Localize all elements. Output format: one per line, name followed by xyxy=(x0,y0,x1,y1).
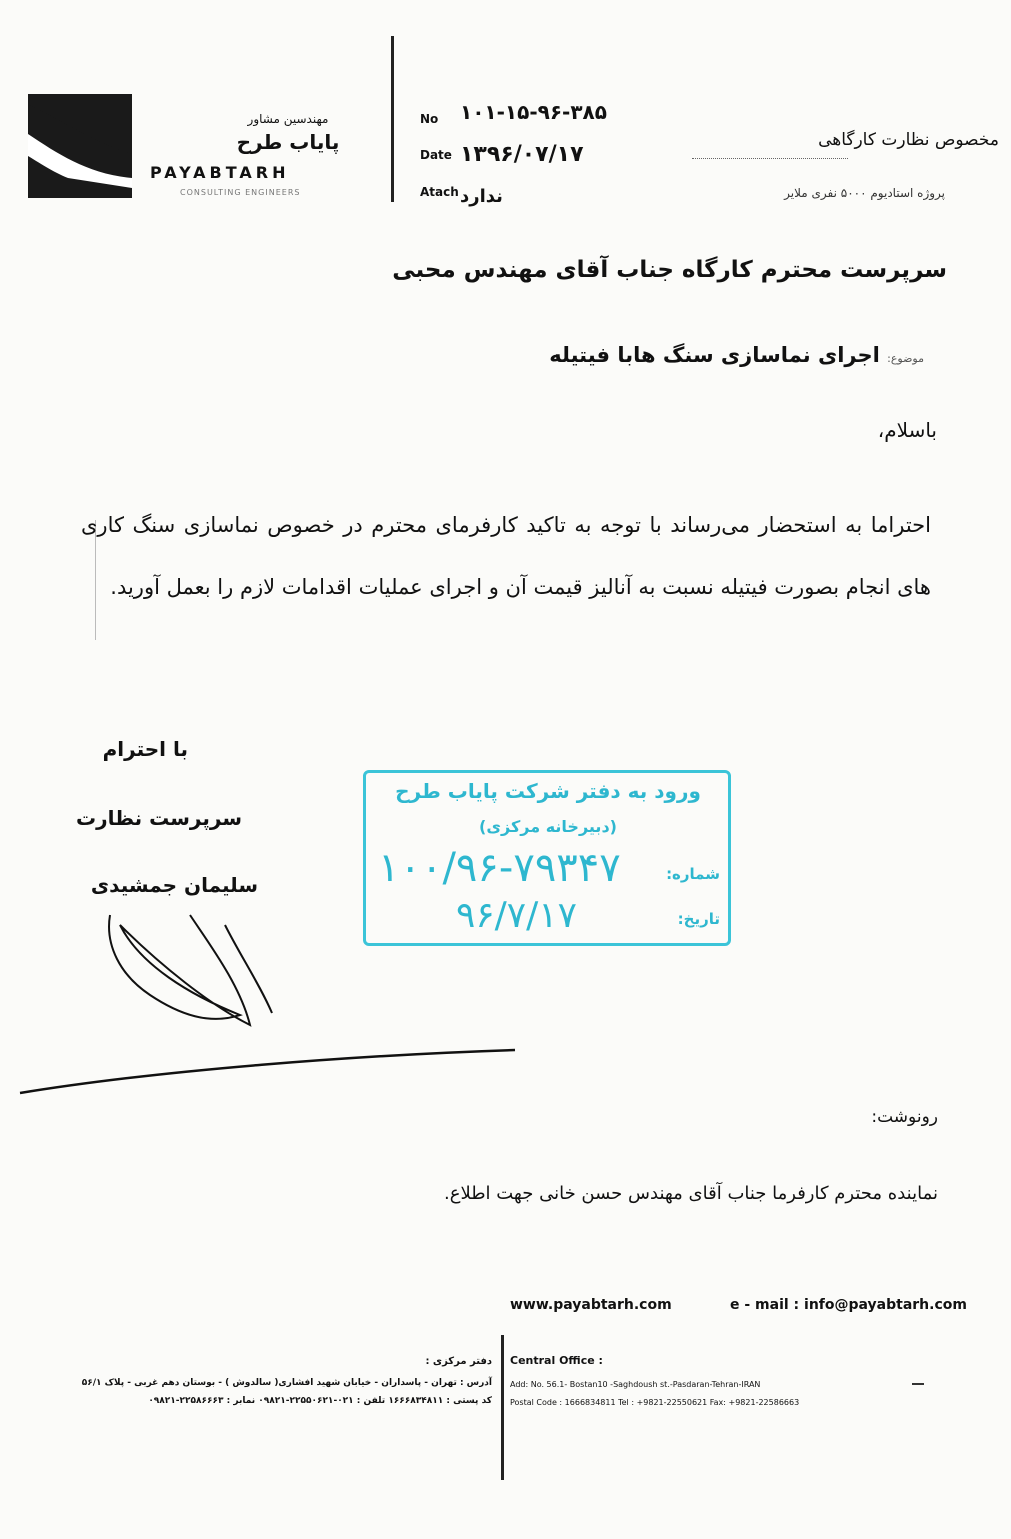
logo-en-name: PAYABTARH xyxy=(150,163,290,182)
address-en: Add: No. 56.1- Bostan10 -Saghdoush st.-Pasdaran-Tehran-IRAN xyxy=(510,1380,761,1389)
department-heading: مخصوص نظارت کارگاهی xyxy=(818,130,999,150)
footer-dash xyxy=(912,1383,924,1385)
closing-phrase: با احترام xyxy=(102,737,188,761)
footer-divider xyxy=(501,1335,504,1480)
letter-number-value: ۱۰۱-۱۵-۹۶-۳۸۵ xyxy=(460,100,607,124)
stamp-title: ورود به دفتر شرکت پایاب طرح xyxy=(395,779,701,803)
attachment-value: ندارد xyxy=(460,186,503,207)
stamp-date-value: ۹۶/۷/۱۷ xyxy=(456,895,577,936)
email-link[interactable]: e - mail : info@payabtarh.com xyxy=(730,1297,967,1313)
letter-date-value: ۱۳۹۶/۰۷/۱۷ xyxy=(460,142,584,167)
cc-recipient: نماینده محترم کارفرما جناب آقای مهندس حسن خانی جهت اطلاع. xyxy=(444,1183,938,1204)
logo-fa-subtitle: مهندسین مشاور xyxy=(247,112,329,126)
logo-fa-name: پایاب طرح xyxy=(236,130,340,154)
logo-en-subtitle: CONSULTING ENGINEERS xyxy=(180,188,301,197)
subject-text: اجرای نماسازی سنگ هابا فیتیله xyxy=(549,343,880,367)
stamp-date-label: تاریخ: xyxy=(677,910,720,928)
stamp-number-label: شماره: xyxy=(666,865,720,883)
address-fa: آدرس : تهران - پاسداران - خیابان شهید افشاری( سالدوش ) - بوستان دهم غربی - پلاک ۵۶/۱ xyxy=(81,1378,492,1388)
letter-date-label: Date xyxy=(420,148,452,162)
cc-label: رونوشت: xyxy=(871,1107,938,1127)
website-link[interactable]: www.payabtarh.com xyxy=(510,1297,672,1313)
body-paragraph: احتراما به استحضار می‌رساند با توجه به تاکید کارفرمای محترم در خصوص نماسازی سنگ کاری های انجام بصورت فیتیله نسبت به آنالیز قیمت آن و اجرای عملیات اقدامات لازم را بعمل آورید. xyxy=(81,513,931,599)
header-divider xyxy=(391,36,394,202)
office-en-title: Central Office : xyxy=(510,1354,603,1367)
logo-swoosh-icon xyxy=(28,94,132,198)
office-fa-title: دفتر مرکزی : xyxy=(425,1356,492,1367)
greeting: باسلام، xyxy=(877,418,937,442)
stamp-number-value: ۱۰۰/۹۶-۷۹۳۴۷ xyxy=(378,845,621,891)
attachment-label: Atach xyxy=(420,185,459,199)
company-logo-mark xyxy=(28,94,132,198)
project-name: پروژه استادیوم ۵۰۰۰ نفری ملایر xyxy=(784,186,945,200)
stamp-subtitle: (دبیرخانه مرکزی) xyxy=(479,817,617,836)
contact-en: Postal Code : 1666834811 Tel : +9821-22550621 Fax: +9821-22586663 xyxy=(510,1398,800,1407)
subject-label: موضوع: xyxy=(887,352,924,365)
contact-fa: کد پستی : ۱۶۶۶۸۳۴۸۱۱ تلفن : ۰۲۱-۲۲۵۵۰۶۲۱-۰۹۸۲۱ نمابر : ۲۲۵۸۶۶۶۳-۰۹۸۲۱ xyxy=(148,1396,492,1406)
signatory-role: سرپرست نظارت xyxy=(76,806,242,830)
department-underline xyxy=(692,158,848,159)
receipt-stamp xyxy=(363,770,731,946)
recipient-line: سرپرست محترم کارگاه جناب آقای مهندس محبی xyxy=(392,257,947,283)
subject-line xyxy=(404,343,924,367)
letter-number-label: No xyxy=(420,112,439,126)
signatory-name: سلیمان جمشیدی xyxy=(90,873,258,897)
